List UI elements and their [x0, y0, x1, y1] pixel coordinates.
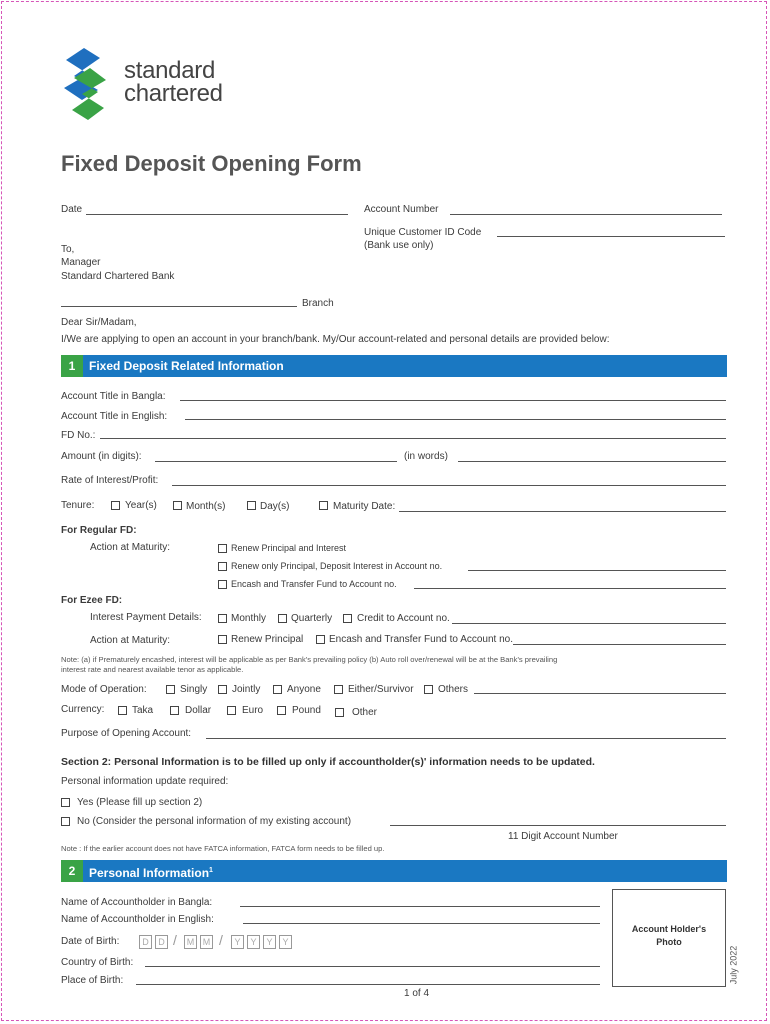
account-title-english-field[interactable] [185, 419, 726, 420]
photo-label-line1: Account Holder's [631, 924, 707, 934]
section2-title [89, 860, 213, 884]
form-title: Fixed Deposit Opening Form [61, 151, 362, 176]
mode-label: Mode of Operation: [61, 684, 147, 695]
rate-field[interactable] [172, 485, 726, 486]
ezee-encash-account-field[interactable] [513, 644, 726, 645]
date-label: Date [61, 204, 83, 215]
account-number-field[interactable] [450, 214, 722, 215]
eleven-digit-label: 11 Digit Account Number [508, 831, 618, 842]
dob-year-box-3[interactable]: Y [263, 935, 276, 949]
update-no-checkbox[interactable] [61, 817, 70, 826]
mode-either-survivor-checkbox[interactable] [334, 685, 343, 694]
rate-label: Rate of Interest/Profit: [61, 475, 159, 486]
regular-action-label: Action at Maturity: [90, 542, 171, 553]
tenure-month-checkbox[interactable] [173, 501, 182, 510]
dob-month-box-2[interactable]: M [200, 935, 213, 949]
to-line: To, [61, 244, 75, 255]
interest-monthly-checkbox[interactable] [218, 614, 227, 623]
currency-euro-label: Euro [242, 705, 264, 716]
mode-jointly-checkbox[interactable] [218, 685, 227, 694]
existing-account-field[interactable] [390, 825, 726, 826]
place-of-birth-field[interactable] [136, 984, 600, 985]
update-question: Personal information update required: [61, 776, 229, 787]
maturity-date-label: Maturity Date: [333, 501, 396, 512]
dob-month-box-1[interactable]: M [184, 935, 197, 949]
purpose-field[interactable] [206, 738, 726, 739]
dob-separator: / [173, 932, 177, 948]
maturity-date-checkbox[interactable] [319, 501, 328, 510]
renew-principal-only-label: Renew only Principal, Deposit Interest in Account no. [231, 561, 443, 571]
maturity-note-line1: Note: (a) if Prematurely encashed, interest will be applicable as per Bank's prevailing policy (b) Auto roll over/renewal will be at the Bank's prevailing [61, 655, 558, 664]
name-english-field[interactable] [243, 923, 600, 924]
section2-intro-heading: Section 2: Personal Information is to be filled up only if accountholder(s)' information needs to be updated. [61, 756, 595, 768]
dob-day-box-2[interactable]: D [155, 935, 168, 949]
currency-taka-label: Taka [132, 705, 154, 716]
dob-day-box-1[interactable]: D [139, 935, 152, 949]
page-number: 1 of 4 [404, 988, 430, 999]
ezee-encash-transfer-label: Encash and Transfer Fund to Account no. [329, 634, 514, 645]
renew-principal-interest-label: Renew Principal and Interest [231, 543, 347, 553]
currency-other-checkbox[interactable] [335, 708, 344, 717]
intro-text: I/We are applying to open an account in your branch/bank. My/Our account-related and personal details are provided below: [61, 334, 610, 345]
section1-title: Fixed Deposit Related Information [89, 359, 284, 373]
place-of-birth-label: Place of Birth: [61, 975, 124, 986]
photo-label-line2: Photo [656, 937, 682, 947]
purpose-label: Purpose of Opening Account: [61, 728, 192, 739]
mode-jointly-label: Jointly [232, 684, 261, 695]
amount-digits-label: Amount (in digits): [61, 451, 142, 462]
name-bangla-label: Name of Accountholder in Bangla: [61, 897, 213, 908]
currency-other-label: Other [352, 707, 378, 718]
mode-singly-checkbox[interactable] [166, 685, 175, 694]
encash-transfer-account-field[interactable] [414, 588, 726, 589]
dob-year-box-1[interactable]: Y [231, 935, 244, 949]
dob-year-box-4[interactable]: Y [279, 935, 292, 949]
mode-others-label: Others [438, 684, 469, 695]
ucid-note: (Bank use only) [364, 240, 434, 251]
standard-chartered-logo-icon [60, 46, 110, 122]
interest-payment-label: Interest Payment Details: [90, 612, 202, 623]
amount-digits-field[interactable] [155, 461, 397, 462]
account-number-label: Account Number [364, 204, 439, 215]
mode-singly-label: Singly [180, 684, 208, 695]
update-yes-checkbox[interactable] [61, 798, 70, 807]
name-bangla-field[interactable] [240, 906, 600, 907]
credit-account-field[interactable] [452, 623, 726, 624]
section1-number: 1 [61, 355, 83, 377]
renew-principal-only-checkbox[interactable] [218, 562, 227, 571]
ucid-label: Unique Customer ID Code [364, 227, 482, 238]
mode-others-field[interactable] [474, 693, 726, 694]
tenure-day-checkbox[interactable] [247, 501, 256, 510]
encash-transfer-label: Encash and Transfer Fund to Account no. [231, 579, 397, 589]
mode-anyone-checkbox[interactable] [273, 685, 282, 694]
currency-pound-label: Pound [292, 705, 321, 716]
tenure-label: Tenure: [61, 500, 95, 511]
currency-taka-checkbox[interactable] [118, 706, 127, 715]
bank-line: Standard Chartered Bank [61, 271, 175, 282]
name-english-label: Name of Accountholder in English: [61, 914, 214, 925]
currency-label: Currency: [61, 704, 105, 715]
section2-title-sup: 1 [209, 867, 213, 874]
fd-no-field[interactable] [100, 438, 726, 439]
date-field[interactable] [86, 214, 348, 215]
ezee-fd-heading: For Ezee FD: [61, 595, 123, 606]
tenure-day-label: Day(s) [260, 501, 290, 512]
section2-title-text: Personal Information [89, 866, 210, 880]
encash-transfer-checkbox[interactable] [218, 580, 227, 589]
dob-year-box-2[interactable]: Y [247, 935, 260, 949]
mode-either-survivor-label: Either/Survivor [348, 684, 414, 695]
manager-line: Manager [61, 257, 101, 268]
amount-words-field[interactable] [458, 461, 726, 462]
currency-euro-checkbox[interactable] [227, 706, 236, 715]
regular-fd-heading: For Regular FD: [61, 525, 137, 536]
dob-label: Date of Birth: [61, 936, 120, 947]
currency-dollar-label: Dollar [185, 705, 212, 716]
country-of-birth-field[interactable] [145, 966, 600, 967]
account-title-bangla-label: Account Title in Bangla: [61, 391, 166, 402]
brand-name-line2: chartered [124, 80, 223, 107]
account-title-bangla-field[interactable] [180, 400, 726, 401]
section2-number: 2 [61, 860, 83, 882]
currency-pound-checkbox[interactable] [277, 706, 286, 715]
account-title-english-label: Account Title in English: [61, 411, 168, 422]
version-date-stamp: July 2022 [728, 945, 739, 985]
interest-quarterly-checkbox[interactable] [278, 614, 287, 623]
renew-principal-account-field[interactable] [468, 570, 726, 571]
tenure-year-label: Year(s) [125, 500, 157, 511]
currency-dollar-checkbox[interactable] [170, 706, 179, 715]
fatca-note: Note : If the earlier account does not have FATCA information, FATCA form needs to be filled up. [61, 844, 385, 853]
mode-others-checkbox[interactable] [424, 685, 433, 694]
interest-quarterly-label: Quarterly [291, 613, 333, 624]
mode-anyone-label: Anyone [287, 684, 321, 695]
ezee-renew-principal-checkbox[interactable] [218, 635, 227, 644]
ucid-field[interactable] [497, 236, 725, 237]
ezee-encash-transfer-checkbox[interactable] [316, 635, 325, 644]
branch-label: Branch [302, 298, 334, 309]
credit-account-checkbox[interactable] [343, 614, 352, 623]
update-no-label: No (Consider the personal information of my existing account) [77, 816, 352, 827]
tenure-month-label: Month(s) [186, 501, 226, 512]
credit-account-label: Credit to Account no. [357, 613, 450, 624]
dob-separator: / [219, 932, 223, 948]
interest-monthly-label: Monthly [231, 613, 267, 624]
country-of-birth-label: Country of Birth: [61, 957, 134, 968]
tenure-year-checkbox[interactable] [111, 501, 120, 510]
fd-no-label: FD No.: [61, 430, 96, 441]
ezee-action-label: Action at Maturity: [90, 635, 171, 646]
branch-field[interactable] [61, 306, 297, 307]
ezee-renew-principal-label: Renew Principal [231, 634, 304, 645]
amount-words-label: (in words) [404, 451, 448, 462]
update-yes-label: Yes (Please fill up section 2) [77, 797, 203, 808]
maturity-date-field[interactable] [399, 511, 726, 512]
maturity-note-line2: interest rate and nearest available tenor as applicable. [61, 665, 244, 674]
salutation: Dear Sir/Madam, [61, 317, 137, 328]
brand-name-line1: standard [124, 57, 215, 84]
renew-principal-interest-checkbox[interactable] [218, 544, 227, 553]
